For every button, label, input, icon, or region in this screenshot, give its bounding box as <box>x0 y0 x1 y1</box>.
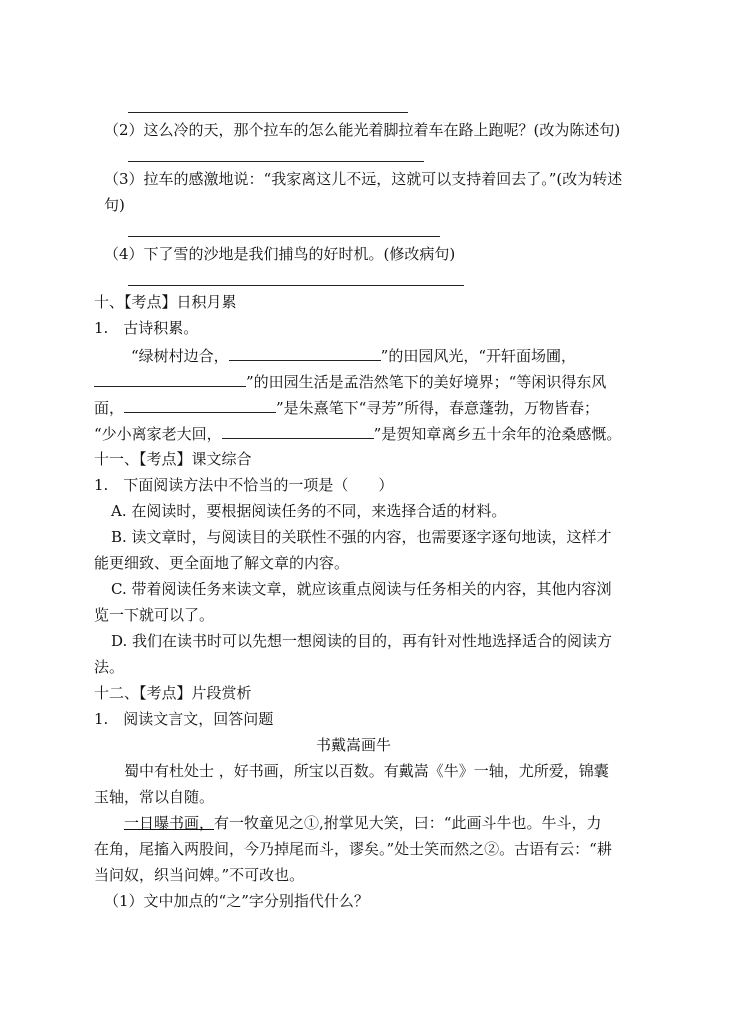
option-b-line2: 能更细致、更全面地了解文章的内容。 <box>94 554 350 572</box>
poem-line-1 <box>131 346 576 366</box>
sub-question-1: （1）文中加点的“之”字分别指代什么？ <box>104 892 369 910</box>
passage-p1-line1: 蜀中有杜处士 ，好书画，所宝以百数。有戴嵩《牛》一轴，尤所爱，锦囊 <box>124 762 609 780</box>
poem-text: 面， <box>94 399 125 417</box>
answer-line-1[interactable] <box>128 112 408 113</box>
option-c-line2: 览一下就可以了。 <box>94 606 215 624</box>
section-11-heading: 十一、【考点】课文综合 <box>94 450 252 468</box>
passage-p1-line2: 玉轴，常以自随。 <box>94 788 215 806</box>
poem-text: “少小离家老大回， <box>94 425 222 443</box>
fill-blank[interactable] <box>124 398 276 413</box>
section-10-heading: 十、【考点】日积月累 <box>94 293 237 311</box>
poem-text: ”的田园生活是孟浩然笔下的美好境界；“等闲识得东风 <box>246 373 607 391</box>
section-12-heading: 十二、【考点】片段赏析 <box>94 684 252 702</box>
option-b-line1[interactable]: B. 读文章时，与阅读目的关联性不强的内容，也需要逐字逐句地读，这样才 <box>111 528 612 546</box>
answer-line-3[interactable] <box>128 236 440 237</box>
answer-line-2[interactable] <box>128 161 424 162</box>
fill-blank[interactable] <box>222 424 374 439</box>
option-a[interactable]: A. 在阅读时，要根据阅读任务的不同，来选择合适的材料。 <box>111 502 507 520</box>
poem-text: ”的田园风光，“开轩面场圃， <box>380 347 577 365</box>
q9-item-3-line1: （3）拉车的感激地说：“我家离这儿不远，这就可以支持着回去了。”(改为转述 <box>104 170 623 188</box>
option-d-line1[interactable]: D. 我们在读书时可以先想一想阅读的目的，再有针对性地选择适合的阅读方 <box>111 632 613 650</box>
s10-question-1: 1. 古诗积累。 <box>94 319 199 337</box>
poem-line-3 <box>94 398 599 418</box>
poem-line-4 <box>94 424 621 444</box>
q9-item-2: （2）这么冷的天，那个拉车的怎么能光着脚拉着车在路上跑呢？(改为陈述句) <box>104 121 621 139</box>
poem-text: ”是朱熹笔下“寻芳”所得，春意蓬勃，万物皆春； <box>276 399 600 417</box>
answer-line-4[interactable] <box>128 285 464 286</box>
passage-title: 书戴嵩画牛 <box>316 736 392 754</box>
s12-question-1: 1. 阅读文言文，回答问题 <box>94 710 274 728</box>
passage-text: 有一牧童见之①,拊掌见大笑，曰：“此画斗牛也。牛斗，力 <box>214 814 602 832</box>
passage-p2-line1 <box>124 813 601 833</box>
fill-blank[interactable] <box>94 372 246 387</box>
poem-line-2 <box>94 372 606 392</box>
poem-text: “绿树村边合， <box>131 347 229 365</box>
fill-blank[interactable] <box>229 346 381 361</box>
passage-p2-line3: 当问奴，织当问婢。”不可改也。 <box>94 866 305 884</box>
underlined-phrase: 一日曝书画， <box>124 814 215 832</box>
option-d-line2: 法。 <box>94 658 125 676</box>
q9-item-4: （4）下了雪的沙地是我们捕鸟的好时机。(修改病句) <box>104 245 456 263</box>
passage-p2-line2: 在角，尾搐入两股间，今乃掉尾而斗，谬矣。”处士笑而然之②。古语有云：“耕 <box>94 840 612 858</box>
q9-item-3-line2: 句) <box>104 196 125 214</box>
poem-text: ”是贺知章离乡五十余年的沧桑感慨。 <box>373 425 622 443</box>
s11-question-1: 1. 下面阅读方法中不恰当的一项是（ ） <box>94 476 394 494</box>
option-c-line1[interactable]: C. 带着阅读任务来读文章，就应该重点阅读与任务相关的内容，其他内容浏 <box>111 580 612 598</box>
